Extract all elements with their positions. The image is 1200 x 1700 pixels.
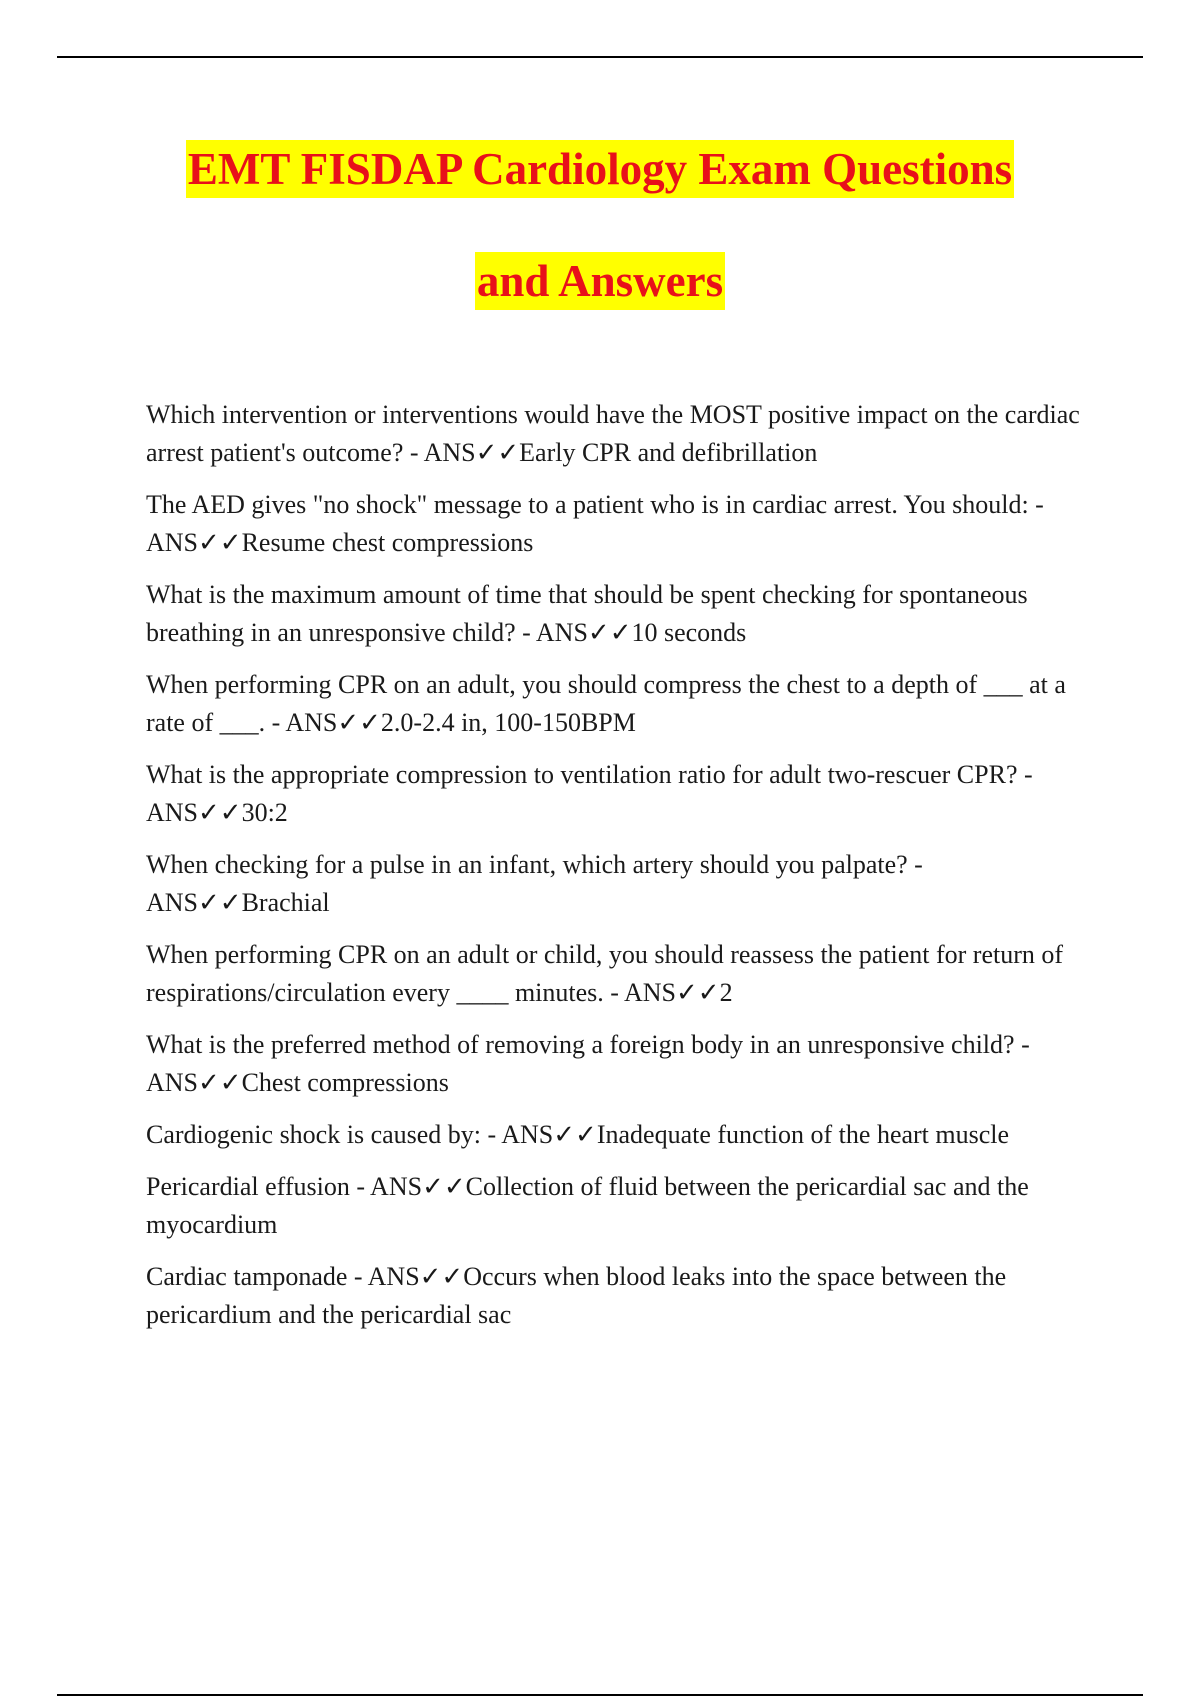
qa-item: When performing CPR on an adult, you should compress the chest to a depth of ___ at a rate of ___. - ANS✓✓2.0-2.4 in, 100-150BPM [146,670,1066,737]
qa-item: When performing CPR on an adult or child, you should reassess the patient for return of respirations/circulation every ____ minutes. - ANS✓✓2 [146,940,1064,1007]
qa-item: What is the preferred method of removing a foreign body in an unresponsive child? - ANS✓✓Chest compressions [146,1030,1030,1097]
qa-item: Cardiogenic shock is caused by: - ANS✓✓Inadequate function of the heart muscle [146,1120,1010,1149]
bottom-rule [57,1694,1143,1696]
qa-item: Pericardial effusion - ANS✓✓Collection of fluid between the pericardial sac and the myocardium [146,1172,1029,1239]
title-line-1: EMT FISDAP Cardiology Exam Questions [186,140,1014,198]
qa-item: What is the appropriate compression to ventilation ratio for adult two-rescuer CPR? - ANS✓✓30:2 [146,760,1033,827]
title-line-2: and Answers [475,252,725,310]
qa-item: Which intervention or interventions would have the MOST positive impact on the cardiac arrest patient's outcome? - ANS✓✓Early CPR and defibrillation [146,400,1080,467]
qa-list [146,396,1094,1348]
document-title [0,140,1200,310]
qa-item: Cardiac tamponade - ANS✓✓Occurs when blood leaks into the space between the pericardium and the pericardial sac [146,1262,1007,1329]
qa-item: When checking for a pulse in an infant, which artery should you palpate? - ANS✓✓Brachial [146,850,923,917]
qa-item: The AED gives "no shock" message to a patient who is in cardiac arrest. You should: - ANS✓✓Resume chest compressions [146,490,1044,557]
qa-item: What is the maximum amount of time that should be spent checking for spontaneous breathing in an unresponsive child? - ANS✓✓10 seconds [146,580,1028,647]
top-rule [57,56,1143,58]
